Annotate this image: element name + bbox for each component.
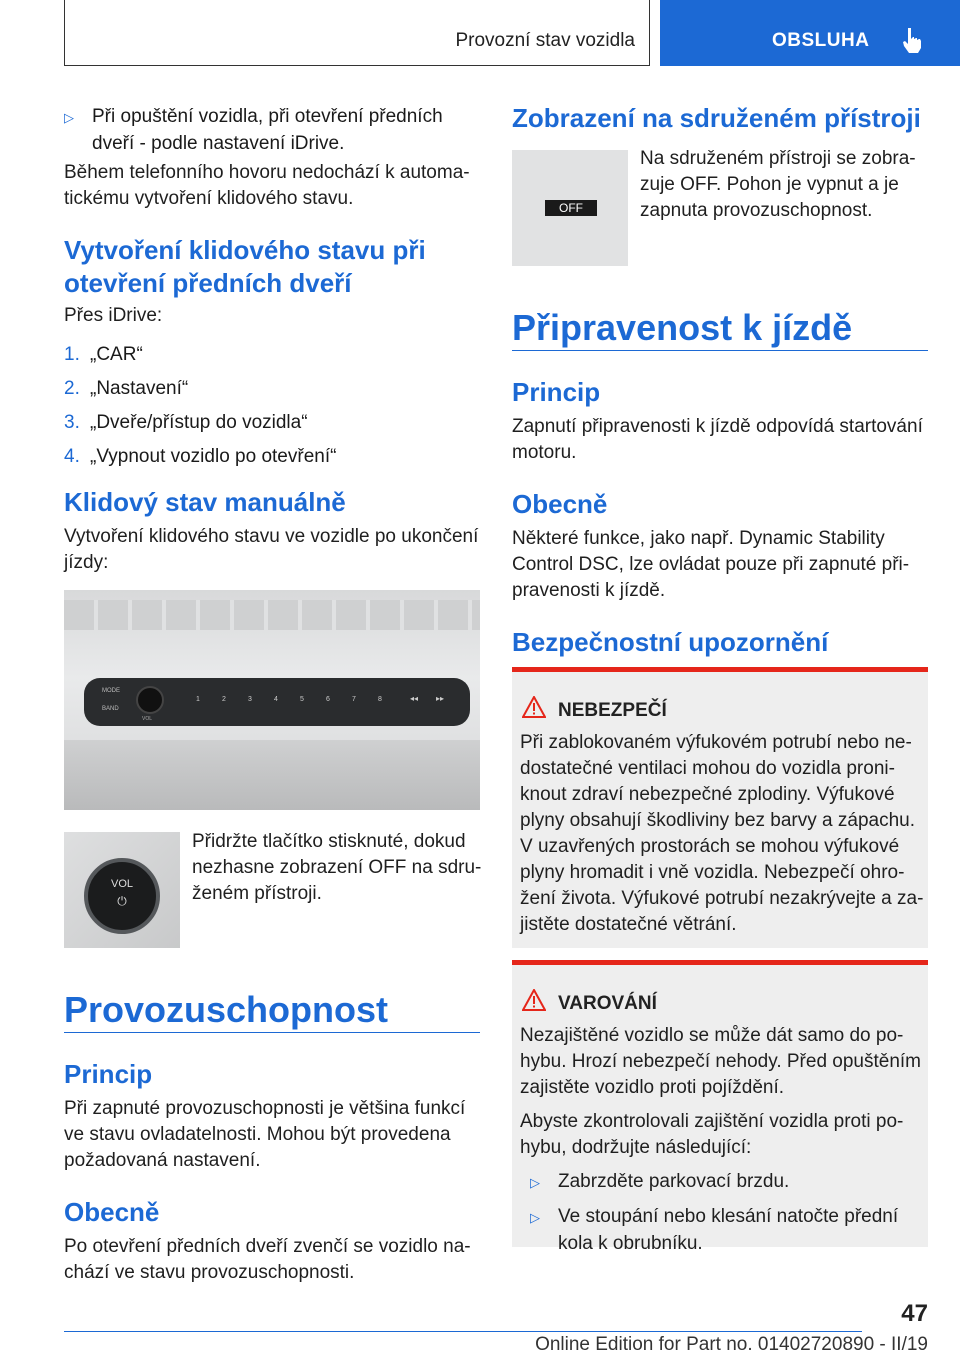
paragraph-obecne-right: Některé funkce, jako např. Dynamic Stability Control DSC, lze ovládat pouze při zapnuté při‐ pravenosti k jízdě. (512, 528, 910, 601)
paragraph-display: Na sdruženém přístroji se zobra‐ zuje OFF. Pohon je vypnut a je zapnuta provozuschopnost. (640, 148, 916, 221)
heading-princip: Princip (64, 1059, 153, 1089)
skip-forward-icon: ▸▸ (436, 694, 445, 703)
triangle-bullet-icon: ▷ (64, 110, 74, 125)
triangle-bullet-icon: ▷ (530, 1210, 540, 1225)
list-item: 1. „CAR“ (64, 344, 143, 365)
list-item: 3. „Dveře/přístup do vozidla“ (64, 412, 308, 433)
triangle-bullet-icon: ▷ (530, 1175, 540, 1190)
list-item: 2. „Nastavení“ (64, 378, 189, 399)
heading-display: Zobrazení na sdruženém přístroji (512, 103, 921, 133)
list-item: ▷ Zabrzděte parkovací brzdu. (520, 1169, 924, 1196)
off-badge: OFF (545, 200, 597, 216)
warning-triangle-icon (522, 696, 546, 723)
heading-princip-right: Princip (512, 377, 601, 407)
idrive-steps (64, 342, 480, 478)
radio-panel: MODE BAND VOL 1 2 3 4 5 6 7 8 ◂◂ ▸▸ (84, 678, 470, 726)
header-section-box (64, 0, 650, 66)
skip-back-icon: ◂◂ (410, 694, 419, 703)
console-photo (64, 590, 480, 810)
paragraph-manual: Vytvoření klidového stavu ve vozidle po ukončení jízdy: (64, 526, 479, 573)
air-vent-grille (64, 600, 480, 630)
danger-title: NEBEZPEČÍ (558, 700, 667, 721)
paragraph-princip: Při zapnuté provozuschopnosti je většina funkcí ve stavu ovladatelnosti. Mohou být provedena požadovaná nastavení. (64, 1098, 466, 1171)
warning-text: Nezajištěné vozidlo se může dát samo do po‐ hybu. Hrozí nebezpečí nehody. Před opuštěním zajistěte vozidlo proti pojíždění. Abyste zkontrolovali zajištění vozidla proti po‐ hybu, dodržujte následující: ▷ Zabrzděte parkovací brzdu. ▷ Ve stoupání nebo klesání natočte přední kola k obrubníku. (520, 1023, 924, 1257)
off-display-image (512, 150, 628, 266)
console-lower (64, 740, 480, 810)
paragraph-hold-button: Přidržte tlačítko stisknuté, dokud nezhasne zobrazení OFF na sdru‐ ženém přístroji. (192, 831, 482, 904)
paragraph-princip-right: Zapnutí připravenosti k jízdě odpovídá startování motoru. (512, 416, 923, 463)
section-title: Provozní stav vozidla (455, 30, 635, 51)
bullet-leave-vehicle: ▷ Při opuštění vozidla, při otevření předních dveří - podle nastavení iDrive. (64, 106, 443, 154)
heading-obecne: Obecně (64, 1197, 160, 1227)
heading-manual: Klidový stav manuálně (64, 487, 346, 517)
page-number: 47 (901, 1300, 928, 1327)
heading-safety: Bezpečnostní upozornění (512, 627, 829, 657)
vol-knob: VOL ⏻ (84, 858, 160, 934)
warning-triangle-icon (522, 989, 546, 1016)
heading-rule (64, 1032, 480, 1033)
hand-pointer-icon (900, 26, 926, 54)
via-idrive: Přes iDrive: (64, 305, 163, 326)
warning-title: VAROVÁNÍ (558, 993, 657, 1014)
paragraph-phone-call: Během telefonního hovoru nedochází k automa‐ tickému vytvoření klidového stavu. (64, 162, 470, 209)
list-item: 4. „Vypnout vozidlo po otevření“ (64, 446, 337, 467)
heading-provozuschopnost: Provozuschopnost (64, 989, 389, 1030)
danger-box (512, 667, 928, 948)
power-icon: ⏻ (117, 894, 127, 908)
chapter-label: OBSLUHA (772, 30, 870, 51)
danger-text: Při zablokovaném výfukovém potrubí nebo ne‐ dostatečné ventilaci mohou do vozidla proni‐ knout zdraví nebezpečné zplodiny. Výfukové plyny obsahují škodliviny bez barvy a zápachu. V uzavřených prostorách se mohou výfukové plyny hromadit i vně vozidla. Nebezpečí ohro‐ žení života. Výfukové potrubí nezakrývejte a za‐ jistěte dostatečné větrání. (520, 732, 924, 935)
edition-text: Online Edition for Part no. 01402720890 - II/19 (535, 1334, 928, 1355)
chapter-tab[interactable] (660, 0, 960, 66)
knob-photo (64, 832, 180, 948)
paragraph-obecne: Po otevření předních dveří zvenčí se vozidlo na‐ chází ve stavu provozuschopnosti. (64, 1236, 471, 1283)
heading-pripravenost: Připravenost k jízdě (512, 307, 853, 348)
heading-obecne-right: Obecně (512, 489, 608, 519)
list-item: ▷ Ve stoupání nebo klesání natočte přední (520, 1204, 924, 1231)
volume-knob (136, 686, 164, 714)
heading-rule (512, 350, 928, 351)
heading-open-doors: Vytvoření klidového stavu při otevření předních dveří (64, 235, 426, 298)
footer-rule (64, 1331, 862, 1332)
warning-box (512, 960, 928, 1254)
